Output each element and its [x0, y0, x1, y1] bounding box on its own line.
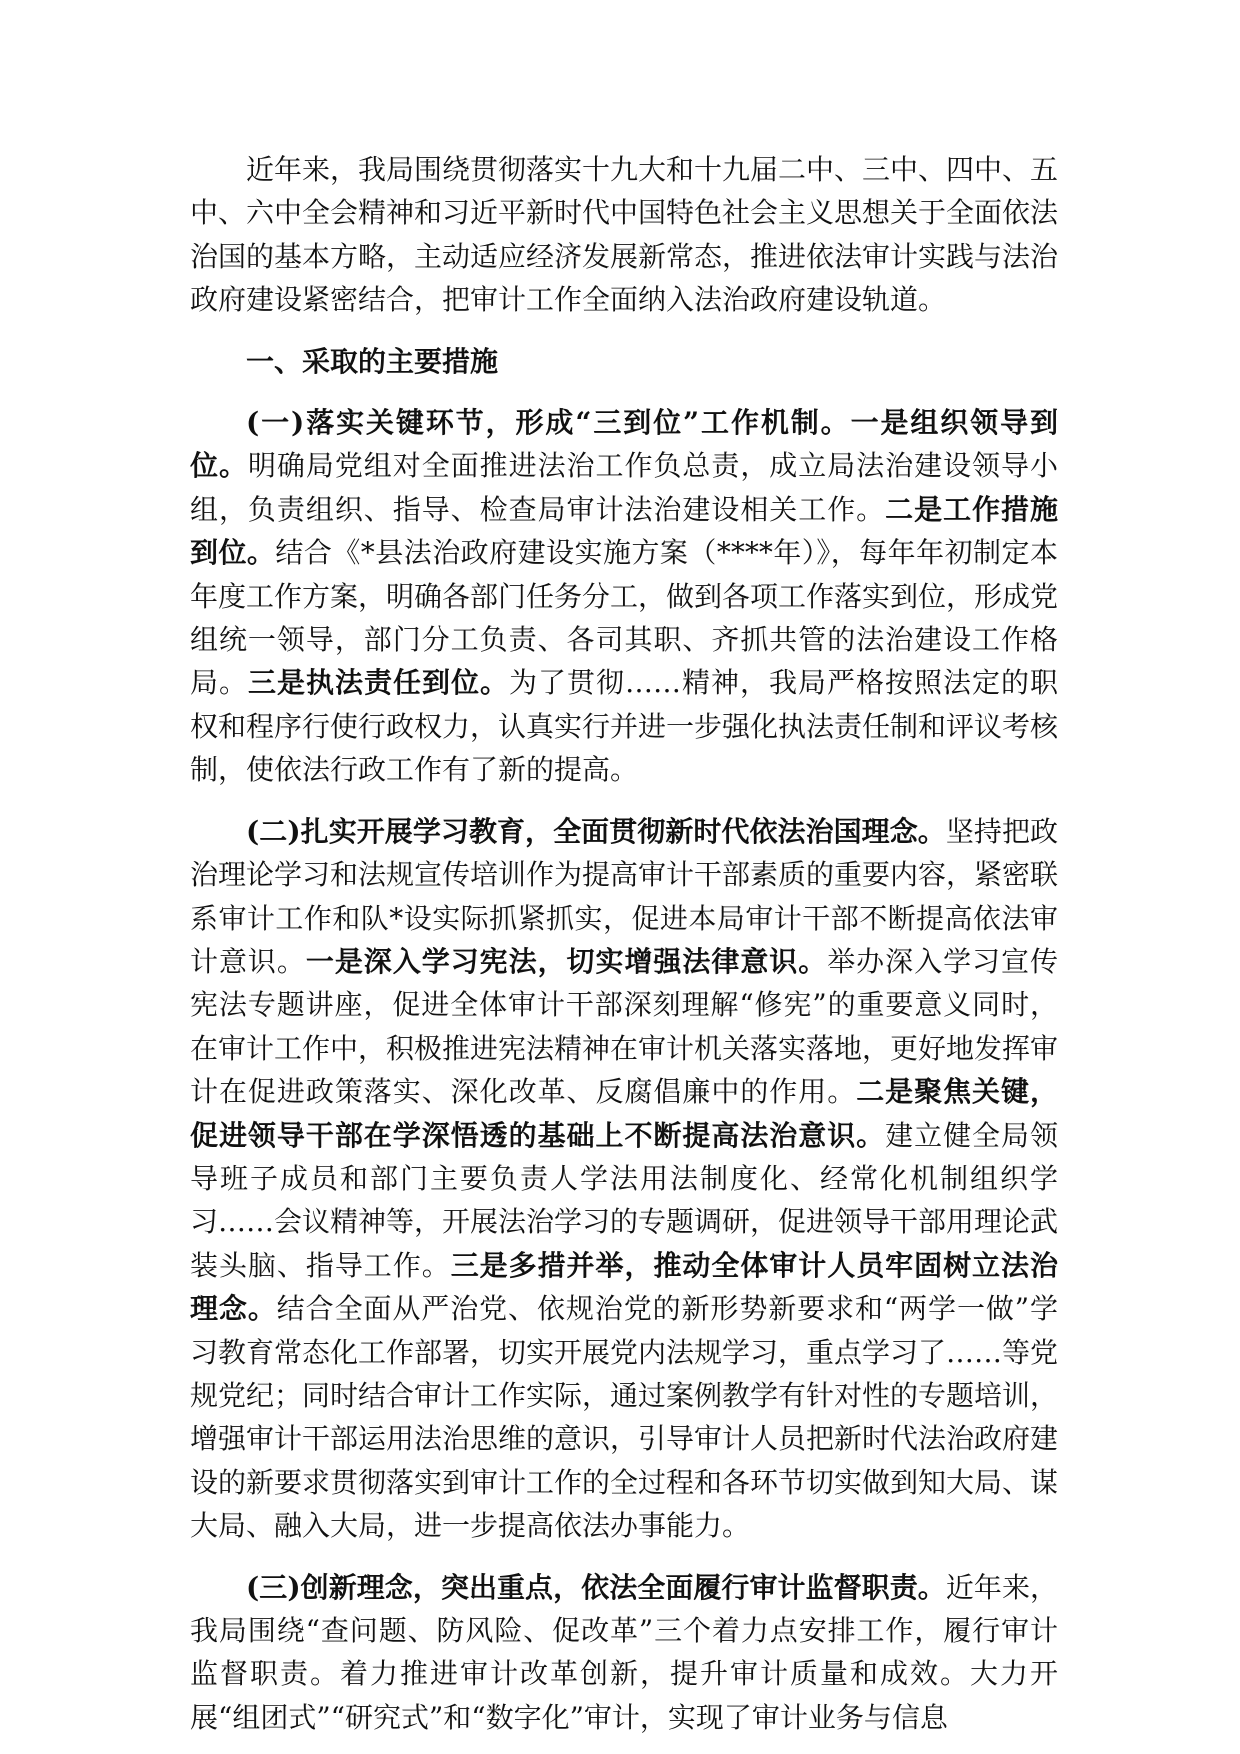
subsection-1-point-3-text: 为了贯彻……精神，我局严格按照法定的职权和程序行使行政权力，认真实行并进一步强化执法责任制和评议考核制，使依法行政工作有了新的提高。 [190, 666, 1059, 787]
section-heading [190, 340, 1058, 383]
subsection-2-point-2-text: 建立健全局领导班子成员和部门主要负责人学法用法制度化、经常化机制组织学习……会议精神等，开展法治学习的专题调研，促进领导干部用理论武装头脑、指导工作。 [190, 1118, 1059, 1282]
subsection-1-point-1-text: 明确局党组对全面推进法治工作负总责，成立局法治建设领导小组，负责组织、指导、检查局审计法治建设相关工作。 [190, 449, 1058, 526]
subsection-2-point-3-lead: 三是多措并举，推动全体审计人员牢固树立法治理念。 [190, 1248, 1058, 1326]
subsection-2-intro-text: 坚持把政治理论学习和法规宣传培训作为提高审计干部素质的重要内容，紧密联系审计工作和队*设实际抓紧抓实，促进本局审计干部不断提高依法审计意识。 [190, 814, 1059, 978]
subsection-1-point-2-text: 结合《*县法治政府建设实施方案（****年）》，每年年初制定本年度工作方案，明确各部门任务分工，做到各项工作落实到位，形成党组统一领导，部门分工负责、各司其职、齐抓共管的法治建设工作格局。 [190, 536, 1059, 700]
subsection-3-title: (三)创新理念，突出重点，依法全面履行审计监督职责。 [246, 1570, 946, 1604]
subsection-2-point-3-text: 结合全面从严治党、依规治党的新形势新要求和“两学一做”学习教育常态化工作部署，切实开展党内法规学习，重点学习了……等党规党纪；同时结合审计工作实际，通过案例教学有针对性的专题培训，增强审计干部运用法治思维的意识，引导审计人员把新时代法治政府建设的新要求贯彻落实到审计工作的全过程和各环节切实做到知大局、谋大局、融入大局，进一步提高依法办事能力。 [190, 1292, 1059, 1543]
subsection-2-point-1-lead: 一是深入学习宪法，切实增强法律意识。 [305, 944, 828, 978]
subsection-3-text: 近年来，我局围绕“查问题、防风险、促改革”三个着力点安排工作，履行审计监督职责。着力推进审计改革创新，提升审计质量和成效。大力开展“组团式”“研究式”和“数字化”审计，实现了审计业务与信息 [190, 1570, 1058, 1734]
subsection-2-point-2-lead: 二是聚焦关键，促进领导干部在学深悟透的基础上不断提高法治意识。 [190, 1075, 1058, 1152]
subsection-1-paragraph [190, 401, 1058, 792]
section-heading-text: 一、采取的主要措施 [246, 344, 499, 378]
subsection-1-point-3-lead: 三是执法责任到位。 [248, 666, 509, 700]
subsection-1-point-2-lead: 二是工作措施到位。 [190, 492, 1058, 570]
subsection-2-title: (二)扎实开展学习教育，全面贯彻新时代依法治国理念。 [246, 814, 946, 848]
document-page [190, 148, 1058, 1739]
intro-paragraph [190, 148, 1058, 322]
subsection-1-title: (一)落实关键环节，形成“三到位”工作机制。 [246, 406, 851, 440]
subsection-3-paragraph [190, 1566, 1058, 1740]
intro-text: 近年来，我局围绕贯彻落实十九大和十九届二中、三中、四中、五中、六中全会精神和习近平新时代中国特色社会主义思想关于全面依法治国的基本方略，主动适应经济发展新常态，推进依法审计实践与法治政府建设紧密结合，把审计工作全面纳入法治政府建设轨道。 [190, 153, 1059, 317]
subsection-2-paragraph [190, 810, 1058, 1548]
subsection-2-point-1-text: 举办深入学习宣传宪法专题讲座，促进全体审计干部深刻理解“修宪”的重要意义同时，在审计工作中，积极推进宪法精神在审计机关落实落地，更好地发挥审计在促进政策落实、深化改革、反腐倡廉中的作用。 [190, 944, 1059, 1109]
subsection-1-point-1-lead: 一是组织领导到位。 [190, 406, 1058, 483]
